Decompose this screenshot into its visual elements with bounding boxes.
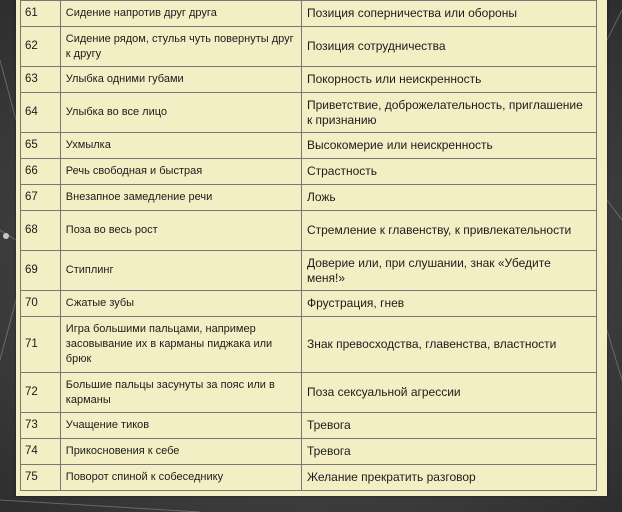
row-number: 66 xyxy=(21,159,61,185)
table-row xyxy=(21,27,597,67)
row-number: 73 xyxy=(21,413,61,439)
table-row xyxy=(21,185,597,211)
gesture-description: Внезапное замедление речи xyxy=(60,185,301,211)
gesture-description: Большие пальцы засунуты за пояс или в карманы xyxy=(60,373,301,413)
row-number: 70 xyxy=(21,291,61,317)
row-number: 64 xyxy=(21,93,61,133)
row-number: 62 xyxy=(21,27,61,67)
gesture-description: Сжатые зубы xyxy=(60,291,301,317)
table-row xyxy=(21,439,597,465)
gesture-description: Стиплинг xyxy=(60,251,301,291)
gesture-meaning: Желание прекратить разговор xyxy=(301,465,596,491)
gesture-description: Улыбка одними губами xyxy=(60,67,301,93)
table-row xyxy=(21,67,597,93)
table-row xyxy=(21,211,597,251)
gesture-description: Улыбка во все лицо xyxy=(60,93,301,133)
gesture-meaning: Стремление к главенству, к привлекательности xyxy=(301,211,596,251)
row-number: 75 xyxy=(21,465,61,491)
table-sheet xyxy=(16,0,607,496)
gesture-meaning: Высокомерие или неискренность xyxy=(301,133,596,159)
gesture-description: Игра большими пальцами, например засовывание их в карманы пиджака или брюк xyxy=(60,317,301,373)
row-number: 74 xyxy=(21,439,61,465)
row-number: 71 xyxy=(21,317,61,373)
gesture-meaning: Доверие или, при слушании, знак «Убедите меня!» xyxy=(301,251,596,291)
row-number: 65 xyxy=(21,133,61,159)
row-number: 69 xyxy=(21,251,61,291)
gesture-table xyxy=(20,0,597,491)
table-row xyxy=(21,133,597,159)
table-row xyxy=(21,373,597,413)
gesture-description: Сидение рядом, стулья чуть повернуты друг к другу xyxy=(60,27,301,67)
table-row xyxy=(21,317,597,373)
row-number: 67 xyxy=(21,185,61,211)
gesture-description: Учащение тиков xyxy=(60,413,301,439)
gesture-meaning: Позиция сотрудничества xyxy=(301,27,596,67)
gesture-description: Речь свободная и быстрая xyxy=(60,159,301,185)
gesture-meaning: Фрустрация, гнев xyxy=(301,291,596,317)
table-row xyxy=(21,413,597,439)
gesture-description: Ухмылка xyxy=(60,133,301,159)
gesture-meaning: Тревога xyxy=(301,439,596,465)
gesture-description: Прикосновения к себе xyxy=(60,439,301,465)
gesture-description: Поворот спиной к собеседнику xyxy=(60,465,301,491)
table-row xyxy=(21,465,597,491)
gesture-description: Поза во весь рост xyxy=(60,211,301,251)
row-number: 72 xyxy=(21,373,61,413)
table-row xyxy=(21,291,597,317)
gesture-meaning: Знак превосходства, главенства, властности xyxy=(301,317,596,373)
gesture-meaning: Страстность xyxy=(301,159,596,185)
gesture-description: Сидение напротив друг друга xyxy=(60,1,301,27)
table-row xyxy=(21,1,597,27)
row-number: 68 xyxy=(21,211,61,251)
gesture-meaning: Ложь xyxy=(301,185,596,211)
gesture-meaning: Поза сексуальной агрессии xyxy=(301,373,596,413)
gesture-meaning: Позиция соперничества или обороны xyxy=(301,1,596,27)
gesture-meaning: Покорность или неискренность xyxy=(301,67,596,93)
table-row xyxy=(21,159,597,185)
row-number: 63 xyxy=(21,67,61,93)
gesture-meaning: Тревога xyxy=(301,413,596,439)
row-number: 61 xyxy=(21,1,61,27)
gesture-meaning: Приветствие, доброжелательность, приглашение к признанию xyxy=(301,93,596,133)
table-row xyxy=(21,93,597,133)
table-row xyxy=(21,251,597,291)
